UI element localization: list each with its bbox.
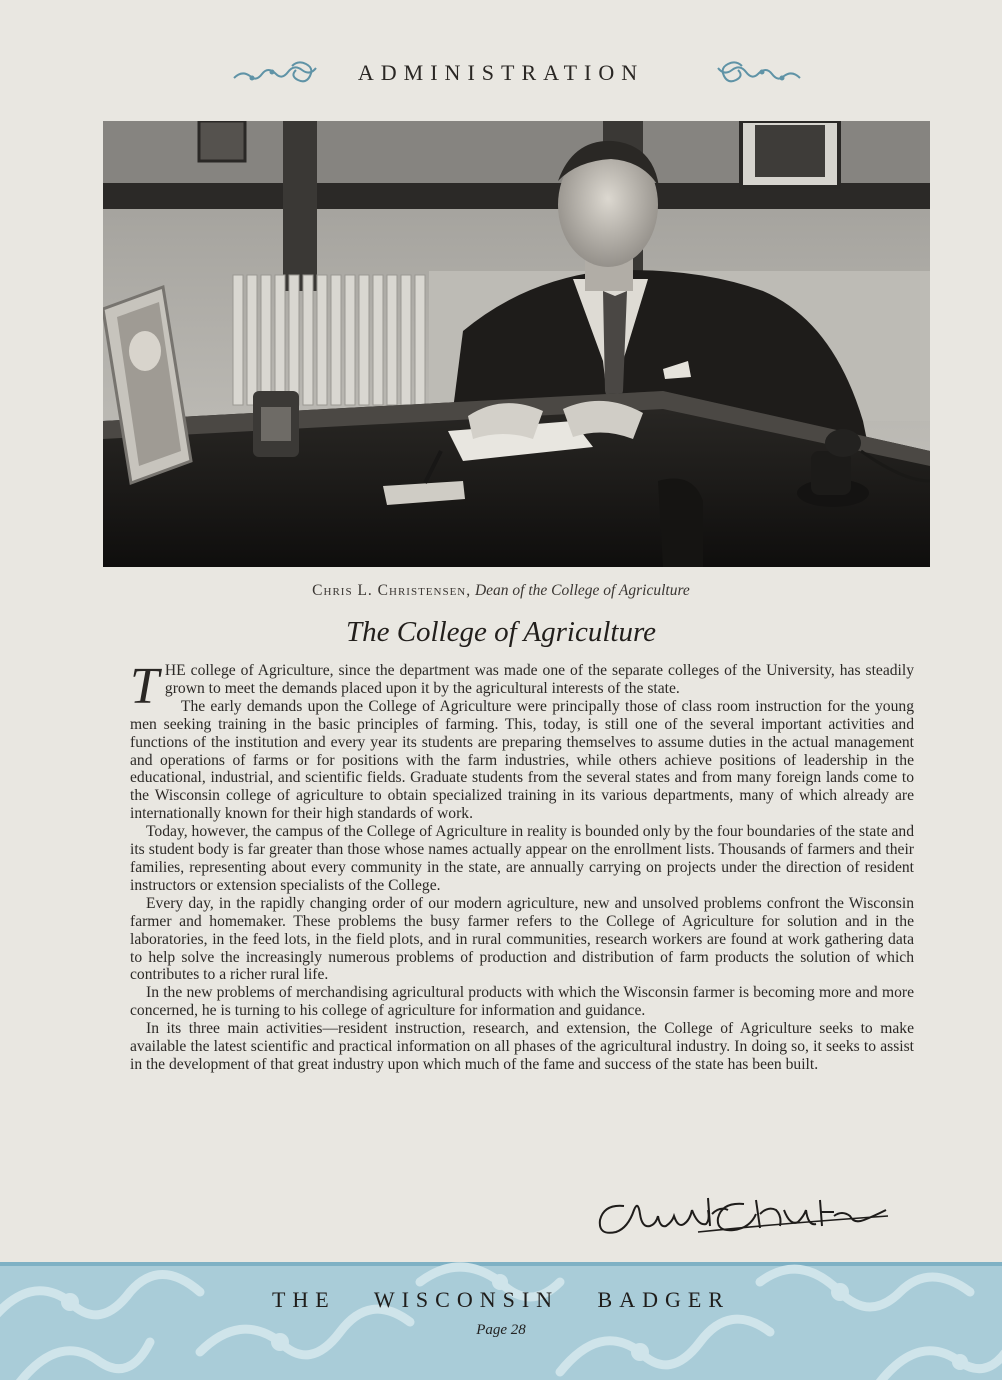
paragraph-5: In the new problems of merchandising agricultural products with which the Wisconsin farmer is becoming more and more concerned, he is turning to his college of agriculture for information and guidance. bbox=[130, 984, 914, 1020]
section-title: ADMINISTRATION bbox=[357, 60, 645, 85]
article-body bbox=[130, 658, 914, 1074]
decorative-swirl-band bbox=[0, 1262, 1002, 1380]
drop-cap: T bbox=[130, 658, 159, 715]
dean-portrait-photo bbox=[103, 121, 930, 567]
article-title: The College of Agriculture bbox=[345, 616, 657, 648]
paragraph-4: Every day, in the rapidly changing order of our modern agriculture, new and unsolved problems confront the Wisconsin farmer and homemaker. These problems the busy farmer refers to the College of Agriculture for solution and in the laboratories, in the feed lots, in the field plots, and in rural communities, research workers are found at work gathering data to help solve the increasingly numerous problems of production and distribution of farm products the solution of which contributes to a richer rural life. bbox=[130, 894, 914, 984]
publication-title: THE WISCONSIN BADGER bbox=[271, 1287, 731, 1312]
page-number: Page 28 bbox=[476, 1322, 526, 1338]
caption-role: Dean of the College of Agriculture bbox=[474, 582, 690, 599]
caption-name: Chris L. Christensen, bbox=[312, 582, 472, 599]
paragraph-3: Today, however, the campus of the College of Agriculture in reality is bounded only by the four boundaries of the state and its student body is far greater than those whose names actually appear on the enrollment lists. Thousands of farmers and their families, representing about every community in the state, are annually carrying on projects under the direction of resident instructors or extension specialists of the College. bbox=[130, 823, 914, 894]
dean-signature bbox=[594, 1180, 894, 1260]
right-scroll-ornament-icon bbox=[716, 60, 802, 86]
paragraph-2: The early demands upon the College of Agriculture were principally those of class room instruction for the young men seeking training in the basic principles of farming. This, today, is still one of the several important activities and functions of the institution and every year its students are preparing themselves to assume duties in the actual management and operations of farms or for positions with the farm industries, while others achieve positions of leadership in the educational, industrial, and scientific fields. Graduate students from the several states and from many foreign lands come to the Wisconsin college of agriculture to obtain specialized training in its various departments, many of which already are internationally known for their high standards of work. bbox=[130, 697, 914, 823]
paragraph-1: THE college of Agriculture, since the department was made one of the separate colleges of the University, has steadily grown to meet the demands placed upon it by the agricultural interests of the state. bbox=[130, 658, 914, 715]
paragraph-6: In its three main activities—resident instruction, research, and extension, the College of Agriculture seeks to make available the latest scientific and practical information on all phases of the agricultural industry. In doing so, it seeks to assist in the development of that great industry upon which much of the fame and success of the state has been built. bbox=[130, 1020, 914, 1073]
page-footer bbox=[0, 1262, 1002, 1380]
page-header bbox=[0, 58, 1002, 92]
photo-caption bbox=[0, 582, 1002, 600]
